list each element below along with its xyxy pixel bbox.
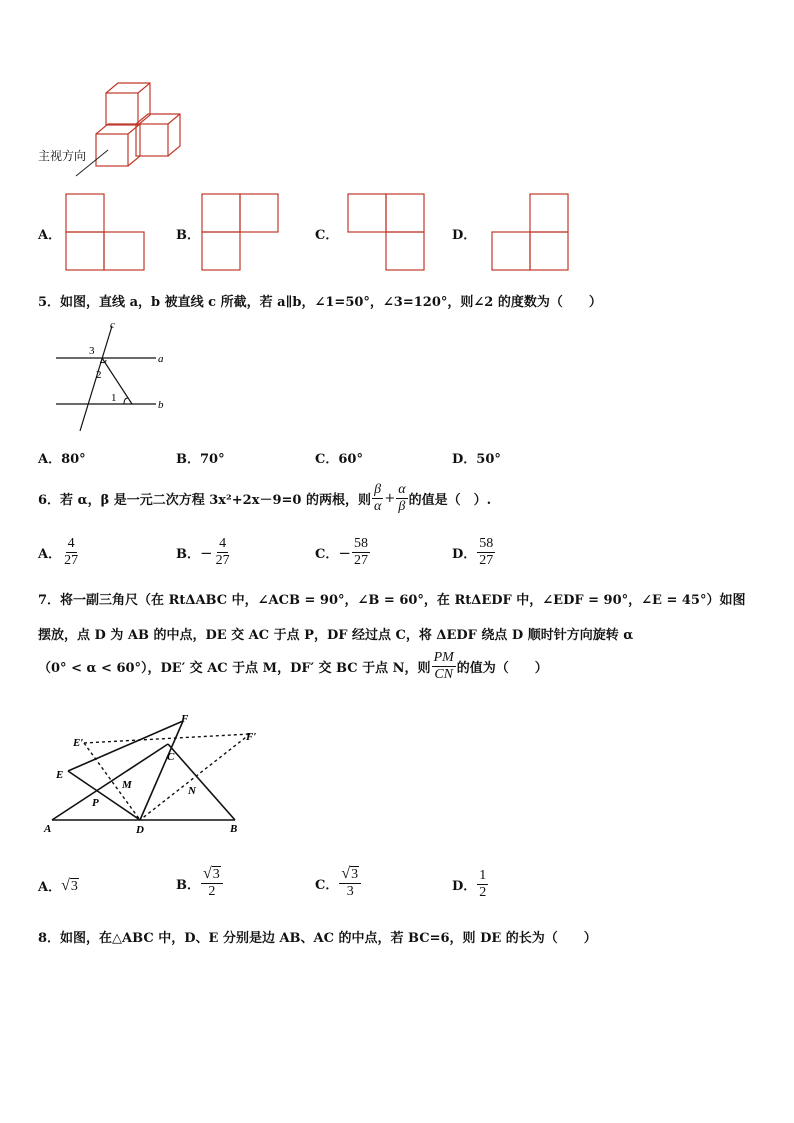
q7-label-N: N (188, 785, 196, 797)
q8-stem: 8．如图，在△ABC 中，D、E 分别是边 AB、AC 的中点，若 BC=6，则 DE 的长为（ ） (38, 931, 597, 946)
q7-label-E-prime: E′ (73, 737, 84, 749)
q7-option-c: C． $\frac{√3}{3}$ (315, 866, 362, 900)
q4-option-b-figure (200, 192, 284, 272)
q6-option-d: D． $\frac{58}{27}$ (452, 536, 494, 568)
q5-label-3: 3 (89, 345, 95, 357)
q7-label-F: F (181, 713, 189, 725)
q5-option-c: C．60° (315, 452, 363, 467)
q7-label-M: M (122, 779, 132, 791)
q5-option-a: A．80° (38, 452, 86, 467)
q7-option-a: A． √3 (38, 876, 78, 895)
q5-label-c: c (110, 319, 115, 331)
cube-stack-figure (30, 76, 200, 186)
q7-label-B: B (230, 823, 238, 835)
q6-option-b: B． − $\frac{4}{27}$ (176, 536, 230, 568)
q5-label-b: b (158, 399, 164, 411)
q7-label-E: E (56, 769, 64, 781)
q7-label-P: P (92, 797, 99, 809)
q7-triangle-figure (40, 710, 270, 840)
q4-option-d-letter: D． (452, 228, 477, 243)
q5-option-d: D．50° (452, 452, 501, 467)
q5-label-2: 2 (96, 369, 102, 381)
q4-option-c-letter: C． (315, 228, 339, 243)
q6-option-a: A． $\frac{4}{27}$ (38, 536, 79, 568)
q5-label-a: a (158, 353, 164, 365)
q5-stem: 5．如图，直线 a，b 被直线 c 所截，若 a∥b，∠1=50°，∠3=120°，则∠2 的度数为（ ） (38, 295, 602, 310)
view-direction-label: 主视方向 (38, 149, 87, 163)
q7-line-2: 摆放，点 D 为 AB 的中点，DE 交 AC 于点 P，DF 经过点 C，将 ΔEDF 绕点 D 顺时针方向旋转 α (38, 628, 634, 643)
q5-option-b: B．70° (176, 452, 225, 467)
q7-label-D: D (136, 824, 144, 836)
q7-label-A: A (44, 823, 52, 835)
q7-label-C: C (167, 751, 175, 763)
q5-label-1: 1 (111, 392, 117, 404)
q4-option-a-letter: A． (38, 228, 62, 243)
q7-line-1: 7．将一副三角尺（在 RtΔABC 中，∠ACB = 90°，∠B = 60°，在 RtΔEDF 中，∠EDF = 90°，∠E = 45°）如图 (38, 593, 746, 608)
q4-option-a-figure (64, 192, 148, 272)
q4-option-d-figure (490, 192, 574, 272)
q7-option-b: B． $\frac{√3}{2}$ (176, 866, 224, 900)
q5-parallel-lines-figure (52, 316, 172, 436)
q6-stem: 6．若 α，β 是一元二次方程 3x²+2x－9=0 的两根，则 $\frac{\beta}{\alpha}$ + $\frac{\alpha}{\beta}$ 的值是（ ）. (38, 482, 492, 514)
q6-option-c: C． − $\frac{58}{27}$ (315, 536, 368, 568)
q7-line-3: （0° < α < 60°），DE′ 交 AC 于点 M，DF′ 交 BC 于点 N，则 $\frac{PM}{CN}$ 的值为（ ） (38, 650, 548, 682)
q4-option-b-letter: B． (176, 228, 200, 243)
q7-option-d: D． $\frac{1}{2}$ (452, 868, 487, 900)
q7-label-F-prime: F′ (246, 731, 257, 743)
q4-option-c-figure (346, 192, 430, 272)
